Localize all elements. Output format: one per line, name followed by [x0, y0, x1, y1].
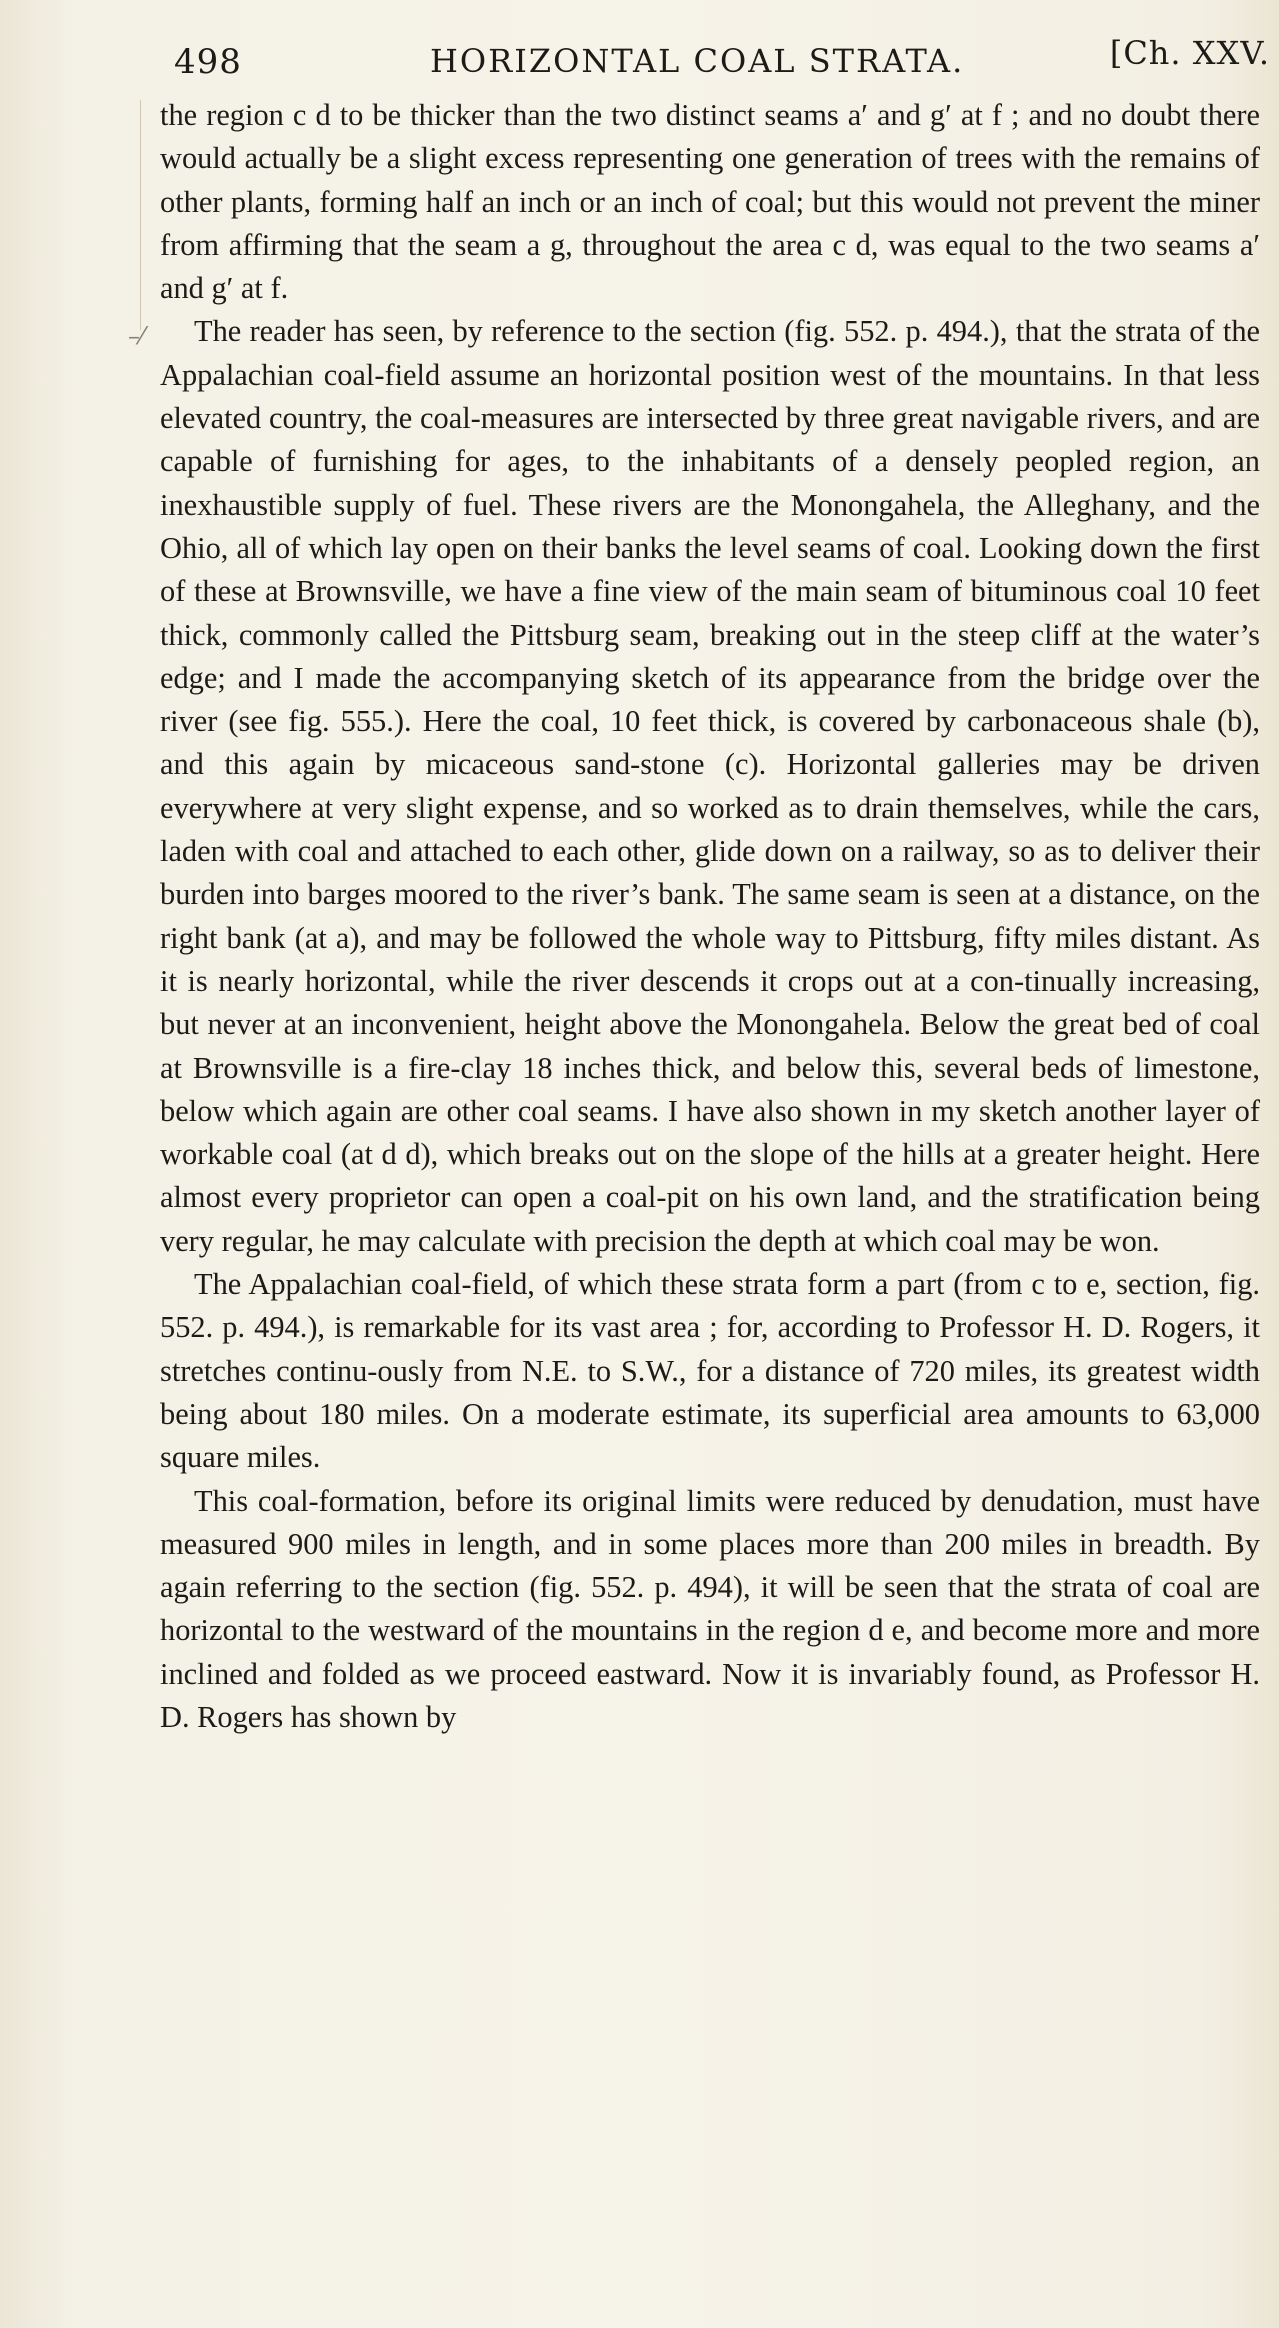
page-header	[160, 32, 1270, 92]
margin-pencil-mark: –⁄	[128, 322, 145, 350]
paragraph-continued: the region c d to be thicker than the two distinct seams a′ and g′ at f ; and no doubt there would actually be a slight excess representing one generation of trees with the remains of other plants, forming half an inch or an inch of coal; but this would not prevent the miner from affirming that the seam a g, throughout the area c d, was equal to the two seams a′ and g′ at f.	[160, 98, 1260, 306]
page-number: 498	[174, 42, 242, 82]
paragraph-coal-formation: This coal-formation, before its original limits were reduced by denudation, must have measured 900 miles in length, and in some places more than 200 miles in breadth. By again referring to the section (fig. 552. p. 494), it will be seen that the strata of coal are horizontal to the westward of the mountains in the region d e, and become more and more inclined and folded as we proceed eastward. Now it is invariably found, as Professor H. D. Rogers has shown by	[160, 1483, 1260, 1734]
chapter-reference: [Ch. XXV.	[1109, 34, 1270, 72]
running-title: HORIZONTAL COAL STRATA.	[430, 42, 965, 80]
margin-line	[140, 100, 141, 330]
paragraph-coal-field-area: The Appalachian coal-field, of which these strata form a part (from c to e, section, fig. 552. p. 494.), is remarkable for its vast area ; for, according to Professor H. D. Rogers, it stretches continu-ously from N.E. to S.W., for a distance of 720 miles, its greatest width being about 180 miles. On a moderate estimate, its superficial area amounts to 63,000 square miles.	[160, 1267, 1260, 1475]
body-text	[160, 94, 1260, 1739]
paragraph-appalachian-rivers: The reader has seen, by reference to the section (fig. 552. p. 494.), that the strata of the Appalachian coal-field assume an horizontal position west of the mountains. In that less elevated country, the coal-measures are intersected by three great navigable rivers, and are capable of furnishing for ages, to the inhabitants of a densely peopled region, an inexhaustible supply of fuel. These rivers are the Monongahela, the Alleghany, and the Ohio, all of which lay open on their banks the level seams of coal. Looking down the first of these at Brownsville, we have a fine view of the main seam of bituminous coal 10 feet thick, commonly called the Pittsburg seam, breaking out in the steep cliff at the water’s edge; and I made the accompanying sketch of its appearance from the bridge over the river (see fig. 555.). Here the coal, 10 feet thick, is covered by carbonaceous shale (b), and this again by micaceous sand-stone (c). Horizontal galleries may be driven everywhere at very slight expense, and so worked as to drain themselves, while the cars, laden with coal and attached to each other, glide down on a railway, so as to deliver their burden into barges moored to the river’s bank. The same seam is seen at a distance, on the right bank (at a), and may be followed the whole way to Pittsburg, fifty miles distant. As it is nearly horizontal, while the river descends it crops out at a con-tinually increasing, but never at an inconvenient, height above the Monongahela. Below the great bed of coal at Brownsville is a fire-clay 18 inches thick, and below this, several beds of limestone, below which again are other coal seams. I have also shown in my sketch another layer of workable coal (at d d), which breaks out on the slope of the hills at a greater height. Here almost every proprietor can open a coal-pit on his own land, and the stratification being very regular, he may calculate with precision the depth at which coal may be won.	[160, 314, 1260, 1258]
